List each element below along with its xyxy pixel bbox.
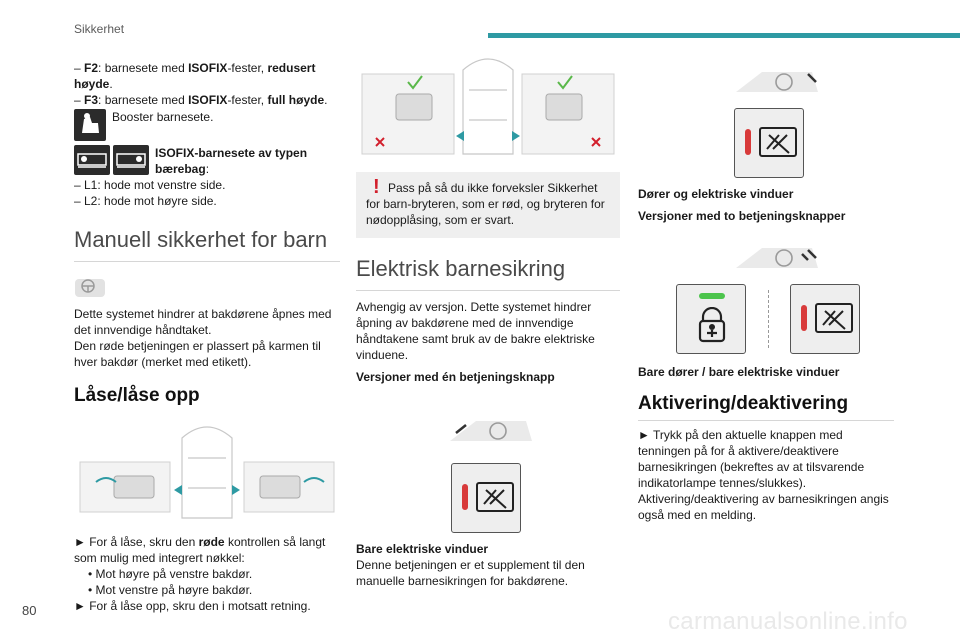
manual-desc-1: Dette systemet hindrer at bakdørene åpnes med det innvendige håndtaket. [74, 307, 332, 337]
single-button-title: Versjoner med én betjeningsknapp [356, 370, 555, 384]
booster-label: Booster barnesete. [112, 110, 214, 124]
lock-step-2: ► For å låse opp, skru den i motsatt retning. [74, 599, 311, 613]
electric-lock-desc: Avhengig av versjon. Dette systemet hindrer åpning av bakdørene med de innvendige håndtakene samt bruk av de bakre elektriske vinduene. [356, 300, 595, 362]
window-lock-button-single[interactable] [451, 463, 521, 533]
warning-icon: ! [373, 176, 380, 198]
column-1 [74, 54, 340, 614]
booster-seat-icon [74, 109, 106, 141]
only-windows-title: Bare elektriske vinduer [356, 542, 489, 556]
window-lock-button[interactable] [790, 284, 860, 354]
carrier-l2-icon [113, 145, 149, 175]
warning-box [356, 172, 620, 238]
manual-desc-2: Den røde betjeningen er plassert på karmen til hver bakdør (merket med etikett). [74, 339, 321, 369]
door-panel-icon-3 [732, 236, 822, 276]
door-panel-icon-2 [732, 58, 822, 100]
window-lock-icon [815, 303, 853, 333]
page-number: 80 [22, 603, 37, 618]
lock-diagram [74, 418, 340, 526]
electric-lock-title: Elektrisk barnesikring [356, 256, 620, 291]
lock-diagram-2 [356, 54, 620, 158]
header-title: Sikkerhet [74, 22, 125, 36]
carrier-l1-icon [74, 145, 110, 175]
child-lock-icon [697, 307, 727, 343]
steering-door-icon [74, 276, 108, 300]
doors-windows-title: Dører og elektriske vinduer [638, 187, 794, 201]
only-windows-desc: Denne betjeningen er et supplement til den manuelle barnesikringen for bakdørene. [356, 558, 585, 588]
f3-line: – F3: barnesete med ISOFIX-fester, full høyde. [74, 93, 328, 107]
child-lock-button[interactable] [676, 284, 746, 354]
f2-line: – F2: barnesete med ISOFIX-fester, redusert høyde. [74, 61, 316, 91]
doors-or-windows-title: Bare dører / bare elektriske vinduer [638, 365, 840, 379]
activation-title: Aktivering/deaktivering [638, 392, 894, 421]
lock-unlock-title: Låse/låse opp [74, 385, 200, 406]
door-panel-icon [446, 405, 536, 449]
activation-step: ► Trykk på den aktuelle knappen med tenningen på for å aktivere/deaktivere barnesikringen (bekreftes av at tilsvarende indikatorlampe tennes/slukkes). [638, 428, 865, 490]
activation-note: Aktivering/deaktivering av barnesikringen angis også med en melding. [638, 492, 889, 522]
doors-windows-lock-button[interactable] [734, 108, 804, 178]
column-3 [638, 54, 894, 523]
lock-step-1: ► For å låse, skru den røde kontrollen så langt som mulig med integrert nøkkel: [74, 535, 326, 565]
red-led [745, 129, 751, 155]
column-2 [356, 54, 620, 589]
bullet-right-door: • Mot venstre på høyre bakdør. [88, 583, 253, 597]
watermark: carmanualsonline.info [668, 608, 908, 635]
red-led [462, 484, 468, 510]
manual-safety-title: Manuell sikkerhet for barn [74, 227, 340, 262]
window-lock-icon [476, 482, 514, 512]
l1-line: – L1: hode mot venstre side. [74, 178, 226, 192]
divider-dashes [768, 290, 769, 348]
green-led [699, 293, 725, 299]
isofix-carrier-label: ISOFIX-barnesete av typen bærebag: [155, 146, 308, 176]
two-buttons-title: Versjoner med to betjeningsknapper [638, 209, 846, 223]
l2-line: – L2: hode mot høyre side. [74, 194, 217, 208]
red-led [801, 305, 807, 331]
bullet-left-door: • Mot høyre på venstre bakdør. [88, 567, 253, 581]
warning-text: Pass på så du ikke forveksler Sikkerhet for barn-bryteren, som er rød, og bryteren for nødopplåsing, som er svart. [366, 181, 605, 227]
window-lock-icon [759, 127, 797, 157]
header-accent-bar [488, 33, 960, 38]
